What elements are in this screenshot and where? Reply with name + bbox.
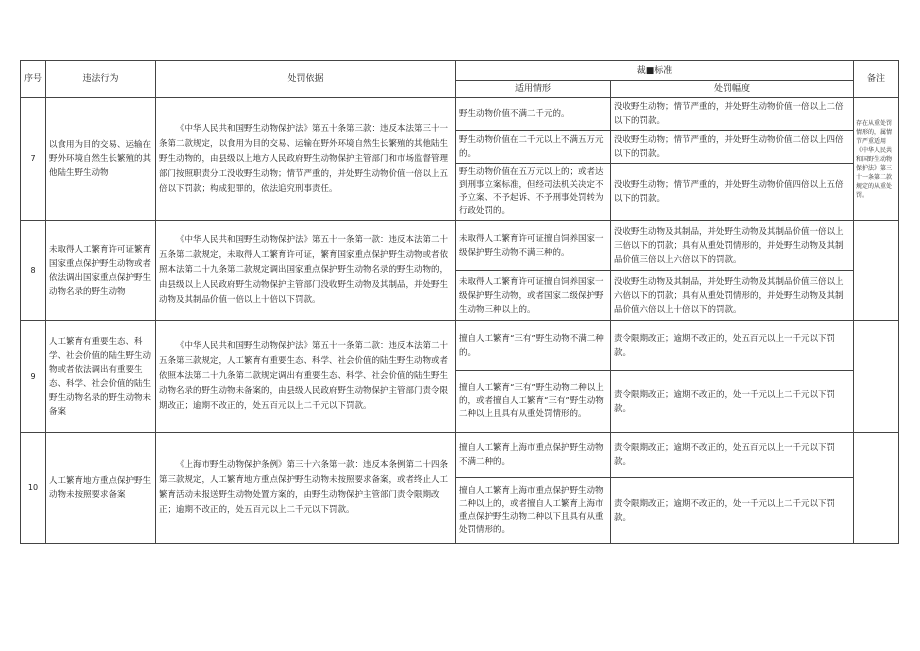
- header-remark: 备注: [854, 61, 899, 98]
- row-9-range-2: 责令限期改正；逾期不改正的，处一千元以上二千元以下罚款。: [611, 371, 854, 433]
- header-range: 处罚幅度: [611, 81, 854, 98]
- row-10-basis: 《上海市野生动物保护条例》第三十六条第一款：违反本条例第二十四条第三款规定，人工繁育地方重点保护野生动物未按照要求备案，或者终止人工繁育活动未报送野生动物处置方案的，由野生动物保护主管部门责令限期改正；逾期不改正的，处五百元以上二千元以下罚款。: [156, 433, 456, 544]
- row-7-no: 7: [21, 98, 46, 221]
- row-8-basis: 《中华人民共和国野生动物保护法》第五十一条第一款：违反本法第二十五条第二款规定，未取得人工繁育许可证，繁育国家重点保护野生动物或者依照本法第二十九条第二款规定调出国家重点保护野生动物名录的野生动物的，由县级以上人民政府野生动物保护主管部门没收野生动物及其制品，并处野生动物及其制品价值一倍以上十倍以下罚款。: [156, 221, 456, 321]
- row-9-no: 9: [21, 321, 46, 433]
- row-8-range-1: 没收野生动物及其制品，并处野生动物及其制品价值一倍以上三倍以下的罚款；具有从重处罚情形的，并处野生动物及其制品价值三倍以上六倍以下的罚款。: [611, 221, 854, 271]
- row-9-remark: [854, 321, 899, 433]
- header-standard: 裁■标准: [456, 61, 854, 81]
- row-8-act: 未取得人工繁育许可证繁育国家重点保护野生动物或者依法调出国家重点保护野生动物名录的野生动物: [46, 221, 156, 321]
- row-8-range-2: 没收野生动物及其制品，并处野生动物及其制品价值三倍以上六倍以下的罚款；具有从重处罚情形的，并处野生动物及其制品价值六倍以上十倍以下的罚款。: [611, 271, 854, 321]
- row-8-scope-2: 未取得人工繁育许可证擅自饲养国家一级保护野生动物，或者国家二级保护野生动物三种以上的。: [456, 271, 611, 321]
- row-10-scope-1: 擅自人工繁育上海市重点保护野生动物不满二种的。: [456, 433, 611, 478]
- row-10-no: 10: [21, 433, 46, 544]
- row-10-act: 人工繁育地方重点保护野生动物未按照要求备案: [46, 433, 156, 544]
- row-9-basis: 《中华人民共和国野生动物保护法》第五十一条第二款：违反本法第二十五条第三款规定，人工繁育有重要生态、科学、社会价值的陆生野生动物或者依照本法第二十九条第二款规定调出有重要生态、科学、社会价值的陆生野生动物名录的野生动物未备案的，由县级人民政府野生动物保护主管部门责令限期改正；逾期不改正的，处五百元以上二千元以下罚款。: [156, 321, 456, 433]
- row-7-range-3: 没收野生动物；情节严重的，并处野生动物价值四倍以上五倍以下的罚款。: [611, 164, 854, 221]
- row-9-scope-1: 擅自人工繁育“三有”野生动物不满二种的。: [456, 321, 611, 371]
- row-9-scope-2: 擅自人工繁育“三有”野生动物二种以上的，或者擅自人工繁育“三有”野生动物二种以上且具有从重处罚情形的。: [456, 371, 611, 433]
- header-basis: 处罚依据: [156, 61, 456, 98]
- row-9-act: 人工繁育有重要生态、科学、社会价值的陆生野生动物或者依法调出有重要生态、科学、社会价值的陆生野生动物名录的野生动物未备案: [46, 321, 156, 433]
- row-10-range-2: 责令限期改正；逾期不改正的，处一千元以上二千元以下罚款。: [611, 478, 854, 544]
- row-7-scope-3: 野生动物价值在五万元以上的；或者达到刑事立案标准，但经司法机关决定不予立案、不予起诉、不予刑事处罚转为行政处罚的。: [456, 164, 611, 221]
- row-10-remark: [854, 433, 899, 544]
- row-9-range-1: 责令限期改正；逾期不改正的，处五百元以上一千元以下罚款。: [611, 321, 854, 371]
- row-7-remark: 存在从重处罚情形的，属情节严重适用《中华人民共和国野生动物保护法》第三十一条第二款规定的从重处罚。: [854, 98, 899, 221]
- header-scope: 适用情形: [456, 81, 611, 98]
- row-10-range-1: 责令限期改正；逾期不改正的，处五百元以上一千元以下罚款。: [611, 433, 854, 478]
- row-7-basis: 《中华人民共和国野生动物保护法》第五十条第三款：违反本法第三十一条第二款规定，以食用为目的交易、运输在野外环境自然生长繁殖的其他陆生野生动物的，由县级以上地方人民政府野生动物保护主管部门和市场监督管理部门按照职责分工没收野生动物；情节严重的，并处野生动物价值一倍以上五倍以下罚款；构成犯罪的，依法追究刑事责任。: [156, 98, 456, 221]
- row-8-no: 8: [21, 221, 46, 321]
- header-act: 违法行为: [46, 61, 156, 98]
- row-8-remark: [854, 221, 899, 321]
- header-no: 序号: [21, 61, 46, 98]
- row-7-range-1: 没收野生动物；情节严重的，并处野生动物价值一倍以上二倍以下的罚款。: [611, 98, 854, 131]
- row-10-scope-2: 擅自人工繁育上海市重点保护野生动物二种以上的，或者擅自人工繁育上海市重点保护野生动物二种以下且具有从重处罚情形的。: [456, 478, 611, 544]
- row-7-act: 以食用为目的交易、运输在野外环境自然生长繁殖的其他陆生野生动物: [46, 98, 156, 221]
- row-7-scope-1: 野生动物价值不满二千元的。: [456, 98, 611, 131]
- row-7-range-2: 没收野生动物；情节严重的，并处野生动物价值二倍以上四倍以下的罚款。: [611, 131, 854, 164]
- row-7-scope-2: 野生动物价值在二千元以上不满五万元的。: [456, 131, 611, 164]
- penalty-standard-table: [20, 60, 899, 544]
- row-8-scope-1: 未取得人工繁育许可证擅自饲养国家一级保护野生动物不满三种的。: [456, 221, 611, 271]
